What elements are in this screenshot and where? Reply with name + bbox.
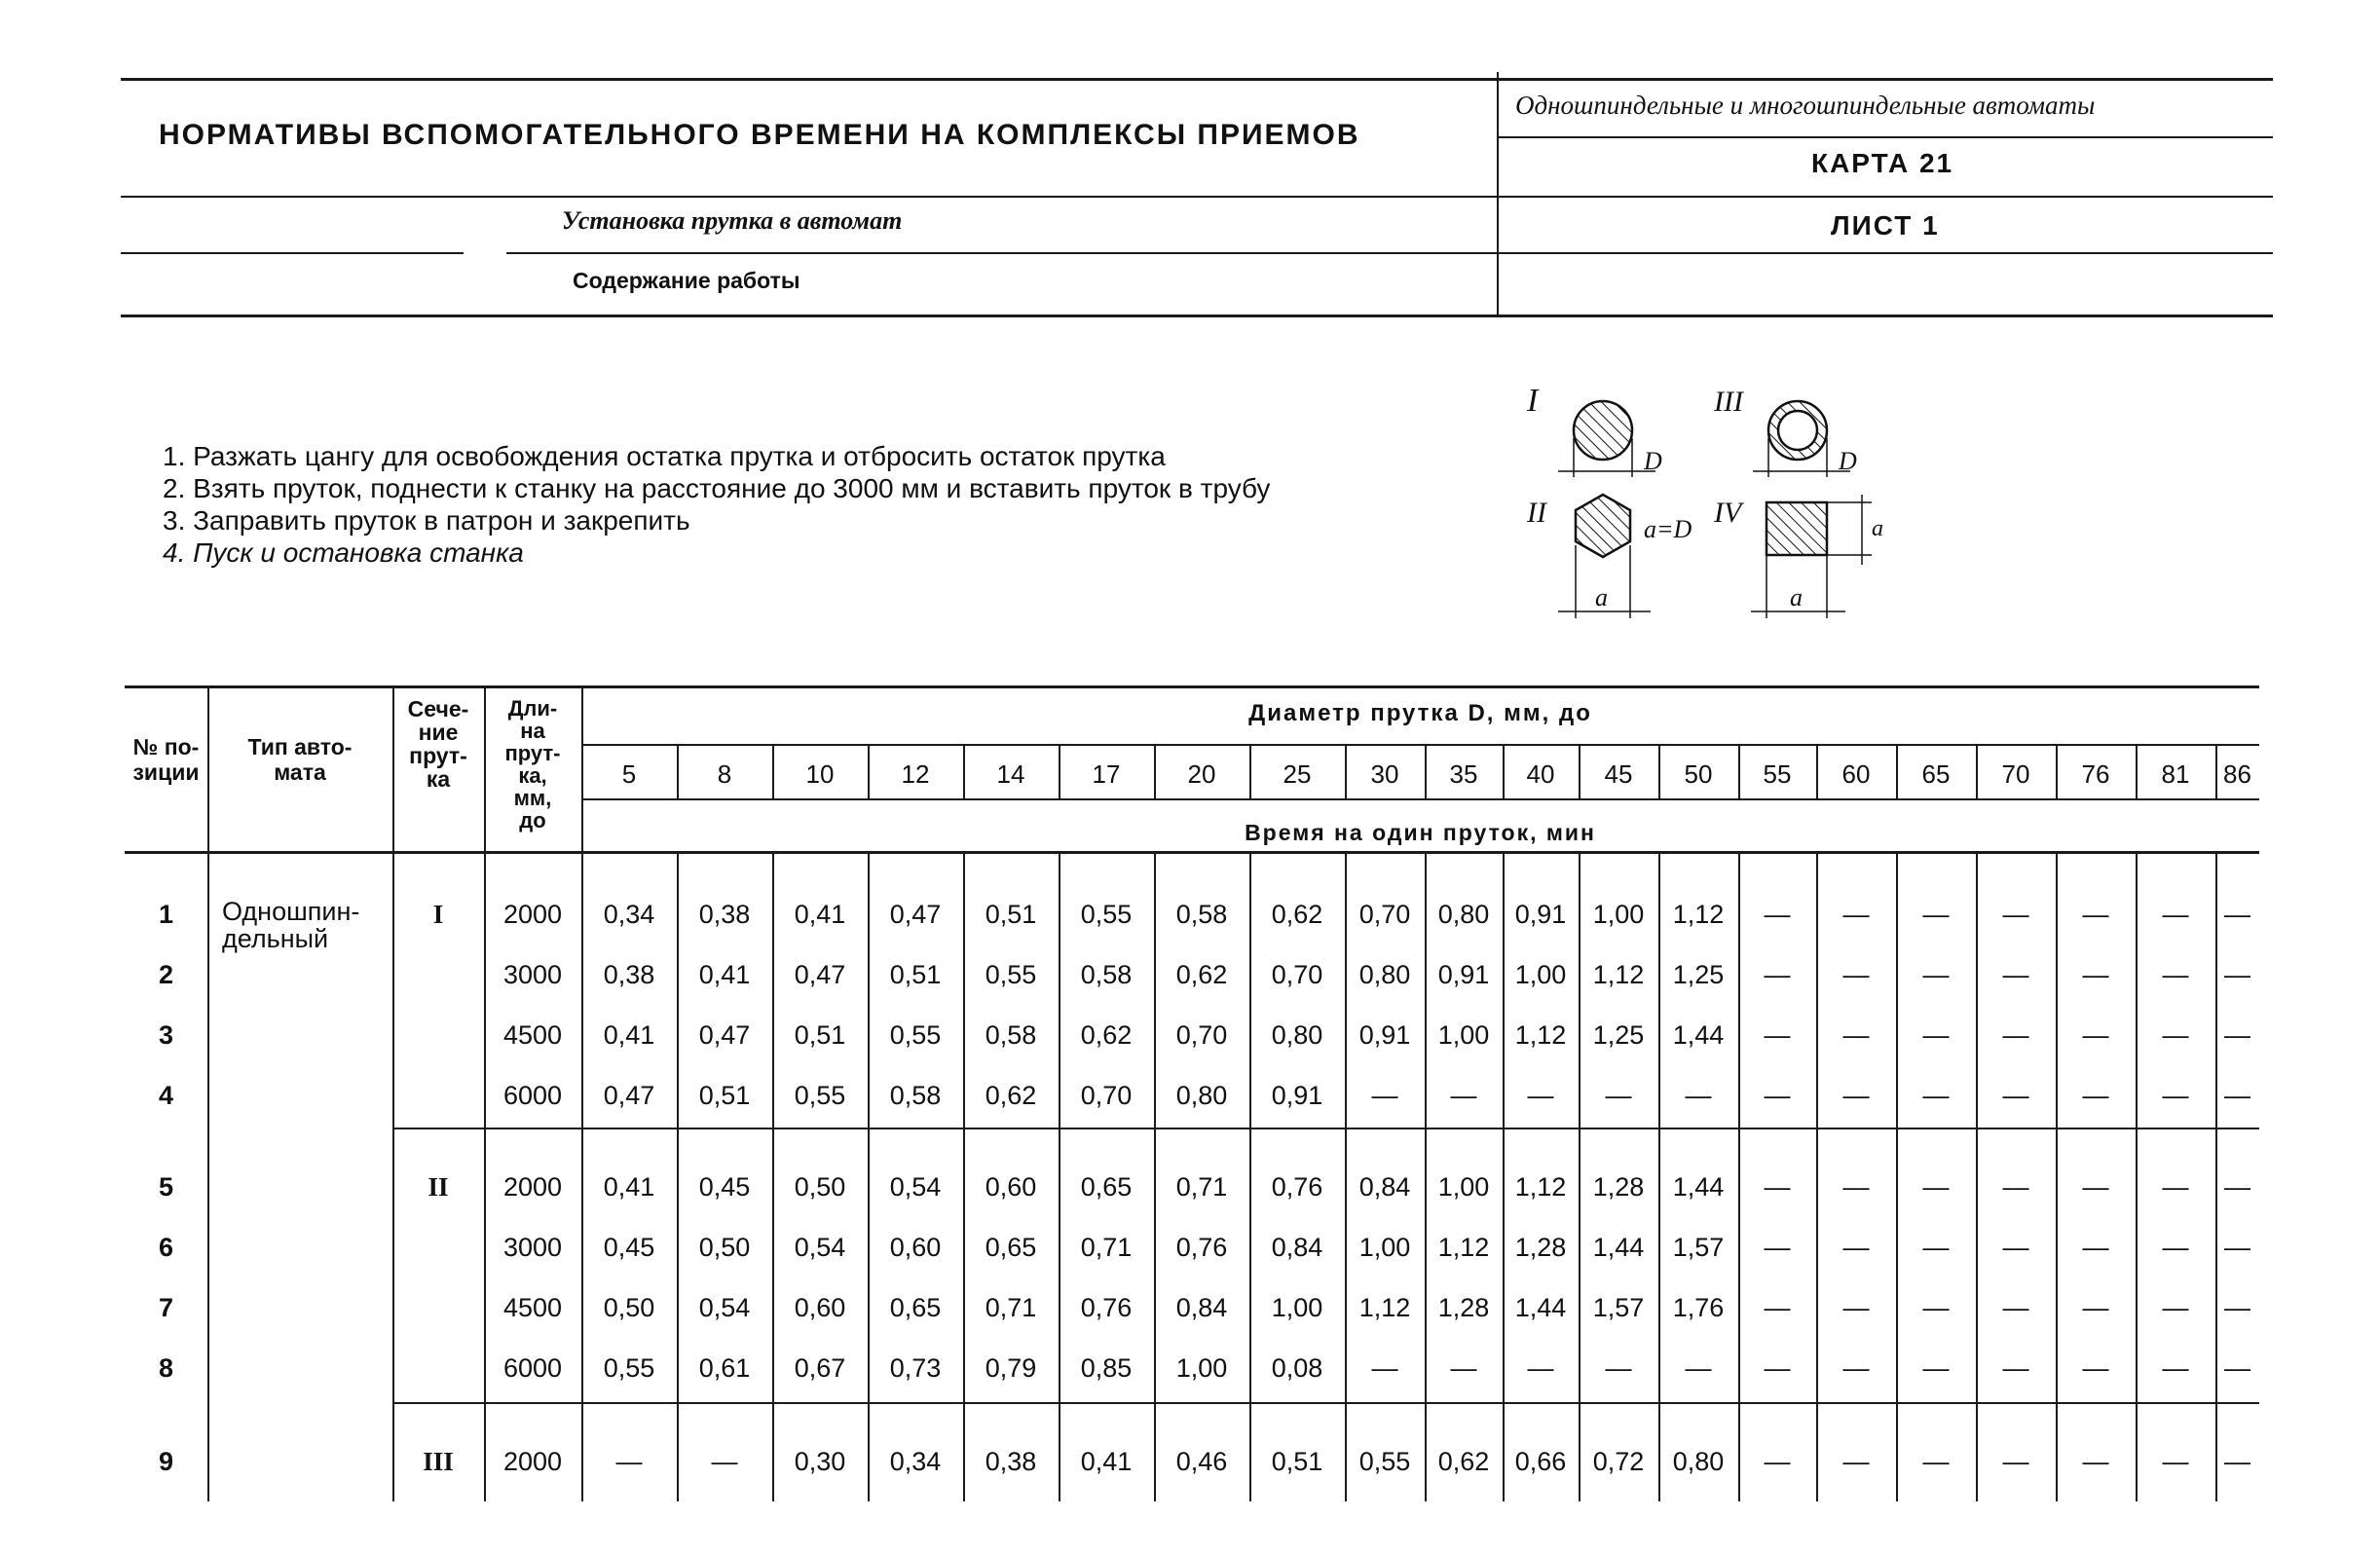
- table-cell: —: [1922, 1172, 1950, 1202]
- table-cell: 1,12: [1592, 960, 1645, 989]
- table-cell: 0,08: [1271, 1353, 1323, 1383]
- table-cell: —: [1527, 1081, 1554, 1110]
- diameter-45: 45: [1604, 759, 1633, 789]
- table-vline-1: [392, 685, 394, 1501]
- header-divider: [1497, 72, 1499, 317]
- table-cell: 0,84: [1175, 1293, 1228, 1322]
- table-cell: —: [1842, 960, 1870, 989]
- table-cell: 0,46: [1175, 1447, 1228, 1476]
- table-cell: —: [2162, 1172, 2189, 1202]
- table-cell: 0,61: [698, 1353, 751, 1383]
- time-header-rule: [581, 798, 2259, 800]
- step-3: 3. Заправить пруток в патрон и закрепить: [163, 505, 690, 536]
- label-hex: II: [1527, 497, 1546, 529]
- table-cell: —: [1371, 1081, 1398, 1110]
- label-a-eq-D: a=D: [1644, 515, 1692, 543]
- table-cell: 0,54: [794, 1233, 846, 1262]
- table-cell: —: [2082, 1081, 2109, 1110]
- table-cell: 0,47: [889, 900, 942, 929]
- diameter-10: 10: [805, 759, 835, 789]
- table-cell: 0,73: [889, 1353, 942, 1383]
- header-rule-3a: [121, 252, 464, 254]
- row-length: 4500: [502, 1293, 563, 1322]
- table-top-rule: [125, 685, 2259, 688]
- diameter-header: Диаметр прутка D, мм, до: [1248, 700, 1592, 726]
- header-rule-3b: [506, 252, 2273, 254]
- table-cell: 1,76: [1672, 1293, 1725, 1322]
- table-cell: 0,41: [794, 900, 846, 929]
- table-cell: 0,65: [1080, 1172, 1133, 1202]
- table-cell: 0,71: [1080, 1233, 1133, 1262]
- table-cell: 0,70: [1080, 1081, 1133, 1110]
- table-cell: 0,84: [1358, 1172, 1411, 1202]
- diameter-14: 14: [996, 759, 1025, 789]
- table-cell: 0,50: [794, 1172, 846, 1202]
- table-cell: 0,55: [1080, 900, 1133, 929]
- table-cell: —: [1842, 900, 1870, 929]
- row-length: 3000: [502, 1233, 563, 1262]
- table-cell: —: [1764, 1020, 1791, 1050]
- table-cell: —: [1450, 1353, 1477, 1383]
- label-tube: III: [1714, 386, 1743, 418]
- table-cell: —: [1922, 900, 1950, 929]
- table-cell: 0,84: [1271, 1233, 1323, 1262]
- table-cell: —: [2224, 1020, 2250, 1050]
- row-section: III: [423, 1447, 454, 1476]
- table-cell: 1,00: [1437, 1172, 1490, 1202]
- row-pos: 4: [158, 1081, 174, 1110]
- table-cell: 1,44: [1672, 1020, 1725, 1050]
- table-cell: —: [1922, 1081, 1950, 1110]
- row-length: 4500: [502, 1020, 563, 1050]
- table-cell: —: [2002, 900, 2029, 929]
- table-cell: 0,58: [889, 1081, 942, 1110]
- diameter-35: 35: [1449, 759, 1478, 789]
- table-cell: 1,28: [1592, 1172, 1645, 1202]
- table-cell: 0,55: [985, 960, 1037, 989]
- table-cell: 0,54: [698, 1293, 751, 1322]
- table-cell: —: [2082, 1233, 2109, 1262]
- table-cell: —: [1842, 1353, 1870, 1383]
- diameter-65: 65: [1921, 759, 1951, 789]
- table-cell: 0,72: [1592, 1447, 1645, 1476]
- table-cell: 1,00: [1271, 1293, 1323, 1322]
- table-cell: 1,00: [1437, 1020, 1490, 1050]
- label-a-1: a: [1595, 583, 1608, 611]
- col-length-header: Дли- на прут- ка, мм, до: [504, 696, 561, 832]
- table-cell: —: [2224, 1081, 2250, 1110]
- table-cell: 0,67: [794, 1353, 846, 1383]
- step-4: 4. Пуск и остановка станка: [163, 537, 524, 568]
- row-pos: 6: [158, 1233, 174, 1262]
- table-cell: 1,44: [1514, 1293, 1567, 1322]
- table-cell: 1,00: [1592, 900, 1645, 929]
- table-cell: 0,79: [985, 1353, 1037, 1383]
- table-cell: —: [1922, 1020, 1950, 1050]
- table-header-bottom-rule: [125, 851, 2259, 854]
- diameter-60: 60: [1841, 759, 1871, 789]
- table-cell: 0,60: [889, 1233, 942, 1262]
- table-cell: —: [1764, 1353, 1791, 1383]
- table-cell: 0,80: [1175, 1081, 1228, 1110]
- table-cell: 1,00: [1358, 1233, 1411, 1262]
- machine-type: Одношпиндельные и многошпиндельные автоматы: [1515, 91, 2096, 120]
- col-pos-header: № по- зиции: [132, 734, 200, 785]
- row-section: II: [428, 1172, 449, 1202]
- table-cell: 0,60: [985, 1172, 1037, 1202]
- table-cell: —: [1842, 1172, 1870, 1202]
- table-cell: 0,41: [603, 1020, 655, 1050]
- table-cell: 1,12: [1437, 1233, 1490, 1262]
- table-cell: 0,38: [698, 900, 751, 929]
- table-cell: 1,28: [1514, 1233, 1567, 1262]
- header-bottom-rule: [121, 314, 2273, 317]
- table-cell: —: [2162, 1447, 2189, 1476]
- section-III-rule: [392, 1402, 2259, 1404]
- table-cell: —: [2002, 960, 2029, 989]
- diameter-5: 5: [621, 759, 637, 789]
- table-cell: 0,38: [603, 960, 655, 989]
- square-section: [1766, 502, 1827, 555]
- table-cell: 1,25: [1672, 960, 1725, 989]
- table-cell: 0,91: [1358, 1020, 1411, 1050]
- table-cell: —: [2162, 960, 2189, 989]
- work-steps: [163, 440, 1270, 569]
- table-cell: 0,76: [1271, 1172, 1323, 1202]
- table-cell: —: [1764, 1233, 1791, 1262]
- label-a-2: a: [1790, 583, 1803, 611]
- hex-section: [1576, 495, 1630, 557]
- table-cell: —: [1764, 960, 1791, 989]
- table-cell: —: [1842, 1233, 1870, 1262]
- card-number: КАРТА 21: [1811, 148, 1954, 178]
- table-cell: 0,41: [1080, 1447, 1133, 1476]
- table-cell: 0,80: [1358, 960, 1411, 989]
- diameter-55: 55: [1763, 759, 1792, 789]
- table-cell: —: [2082, 1353, 2109, 1383]
- table-cell: 0,50: [603, 1293, 655, 1322]
- table-cell: 0,60: [794, 1293, 846, 1322]
- table-cell: —: [2224, 1233, 2250, 1262]
- step-1: 1. Разжать цангу для освобождения остатка прутка и отбросить остаток прутка: [163, 441, 1166, 471]
- diameter-8: 8: [717, 759, 732, 789]
- table-cell: —: [615, 1447, 643, 1476]
- table-cell: 0,41: [698, 960, 751, 989]
- label-square: IV: [1714, 497, 1742, 529]
- sheet-number: ЛИСТ 1: [1831, 210, 1940, 240]
- diameter-50: 50: [1684, 759, 1713, 789]
- table-cell: 0,71: [1175, 1172, 1228, 1202]
- table-cell: —: [2002, 1081, 2029, 1110]
- table-vline-0: [207, 685, 209, 1501]
- table-cell: 0,50: [698, 1233, 751, 1262]
- table-cell: 0,38: [985, 1447, 1037, 1476]
- table-cell: —: [1842, 1020, 1870, 1050]
- table-cell: —: [1922, 960, 1950, 989]
- table-cell: —: [2082, 1293, 2109, 1322]
- table-cell: 0,91: [1271, 1081, 1323, 1110]
- section-II-rule: [392, 1128, 2259, 1129]
- table-cell: 0,65: [889, 1293, 942, 1322]
- table-cell: 0,34: [889, 1447, 942, 1476]
- table-cell: 0,55: [794, 1081, 846, 1110]
- diameter-70: 70: [2001, 759, 2030, 789]
- table-cell: —: [1605, 1081, 1632, 1110]
- page-title: НОРМАТИВЫ ВСПОМОГАТЕЛЬНОГО ВРЕМЕНИ НА КОМПЛЕКСЫ ПРИЕМОВ: [159, 119, 1360, 151]
- table-cell: 0,70: [1271, 960, 1323, 989]
- table-cell: —: [1605, 1353, 1632, 1383]
- cross-section-diagram: [1519, 370, 1909, 623]
- table-cell: 0,80: [1672, 1447, 1725, 1476]
- table-cell: 1,12: [1514, 1020, 1567, 1050]
- table-cell: 0,62: [985, 1081, 1037, 1110]
- table-cell: 0,65: [985, 1233, 1037, 1262]
- work-content-label: Содержание работы: [573, 268, 800, 293]
- header-rule-2: [121, 196, 2273, 198]
- table-cell: 1,57: [1592, 1293, 1645, 1322]
- diameter-81: 81: [2161, 759, 2190, 789]
- table-cell: —: [2082, 1172, 2109, 1202]
- table-cell: 0,34: [603, 900, 655, 929]
- row-pos: 9: [158, 1447, 174, 1476]
- table-cell: —: [2224, 1172, 2250, 1202]
- diameter-20: 20: [1187, 759, 1216, 789]
- table-cell: 0,47: [698, 1020, 751, 1050]
- table-cell: —: [1527, 1353, 1554, 1383]
- table-cell: 1,00: [1175, 1353, 1228, 1383]
- row-length: 6000: [502, 1081, 563, 1110]
- table-cell: 0,58: [1080, 960, 1133, 989]
- table-cell: 0,54: [889, 1172, 942, 1202]
- table-cell: —: [2162, 1081, 2189, 1110]
- table-cell: 1,12: [1672, 900, 1725, 929]
- table-cell: —: [2224, 1447, 2250, 1476]
- table-cell: 1,00: [1514, 960, 1567, 989]
- diameter-30: 30: [1370, 759, 1399, 789]
- table-cell: 0,51: [698, 1081, 751, 1110]
- table-cell: 1,44: [1672, 1172, 1725, 1202]
- table-cell: —: [2224, 900, 2250, 929]
- table-cell: —: [1842, 1447, 1870, 1476]
- row-pos: 1: [158, 900, 174, 929]
- table-cell: —: [1842, 1081, 1870, 1110]
- table-cell: 0,30: [794, 1447, 846, 1476]
- row-section: I: [432, 900, 444, 929]
- table-cell: —: [1685, 1353, 1712, 1383]
- table-cell: 0,45: [698, 1172, 751, 1202]
- table-cell: —: [711, 1447, 738, 1476]
- table-cell: —: [1922, 1447, 1950, 1476]
- table-cell: 0,91: [1514, 900, 1567, 929]
- table-cell: 0,76: [1080, 1293, 1133, 1322]
- table-cell: —: [2002, 1172, 2029, 1202]
- col-section-header: Сече- ние прут- ка: [407, 696, 469, 792]
- table-cell: 1,57: [1672, 1233, 1725, 1262]
- header-rule-right-1: [1497, 136, 2273, 138]
- row-pos: 7: [158, 1293, 174, 1322]
- table-cell: —: [2002, 1353, 2029, 1383]
- table-cell: —: [1922, 1353, 1950, 1383]
- diameter-header-rule: [581, 744, 2259, 746]
- table-cell: —: [2162, 900, 2189, 929]
- table-cell: —: [2082, 1447, 2109, 1476]
- time-header: Время на один пруток, мин: [1245, 820, 1596, 845]
- table-cell: —: [2002, 1447, 2029, 1476]
- step-2: 2. Взять пруток, поднести к станку на расстояние до 3000 мм и вставить пруток в трубу: [163, 473, 1271, 503]
- table-cell: 0,62: [1437, 1447, 1490, 1476]
- table-cell: —: [1764, 1172, 1791, 1202]
- table-cell: 0,66: [1514, 1447, 1567, 1476]
- table-cell: 0,58: [1175, 900, 1228, 929]
- diameter-12: 12: [901, 759, 930, 789]
- table-cell: 0,51: [889, 960, 942, 989]
- diameter-25: 25: [1283, 759, 1312, 789]
- header-top-rule: [121, 78, 2273, 81]
- table-cell: 1,12: [1514, 1172, 1567, 1202]
- table-cell: 0,70: [1358, 900, 1411, 929]
- table-cell: 0,62: [1271, 900, 1323, 929]
- table-cell: 0,85: [1080, 1353, 1133, 1383]
- table-cell: 0,55: [889, 1020, 942, 1050]
- table-cell: 0,80: [1437, 900, 1490, 929]
- col-type-header: Тип авто- мата: [247, 734, 353, 785]
- table-cell: —: [1371, 1353, 1398, 1383]
- diameter-17: 17: [1092, 759, 1121, 789]
- label-D-2: D: [1839, 447, 1857, 475]
- row-length: 2000: [502, 1447, 563, 1476]
- row-pos: 8: [158, 1353, 174, 1383]
- table-cell: 0,51: [1271, 1447, 1323, 1476]
- table-cell: —: [2082, 900, 2109, 929]
- table-cell: —: [2224, 960, 2250, 989]
- table-cell: —: [2002, 1020, 2029, 1050]
- table-cell: 0,55: [1358, 1447, 1411, 1476]
- table-cell: —: [2162, 1353, 2189, 1383]
- table-cell: —: [2002, 1293, 2029, 1322]
- table-cell: 0,91: [1437, 960, 1490, 989]
- table-cell: —: [1685, 1081, 1712, 1110]
- table-cell: —: [1764, 900, 1791, 929]
- table-cell: —: [2082, 960, 2109, 989]
- table-cell: —: [1842, 1293, 1870, 1322]
- table-cell: 0,41: [603, 1172, 655, 1202]
- round-section: [1574, 401, 1632, 460]
- table-cell: —: [2162, 1293, 2189, 1322]
- table-cell: —: [1450, 1081, 1477, 1110]
- label-round: I: [1527, 383, 1539, 419]
- table-cell: 1,25: [1592, 1020, 1645, 1050]
- table-cell: 0,76: [1175, 1233, 1228, 1262]
- row-pos: 2: [158, 960, 174, 989]
- diameter-40: 40: [1526, 759, 1555, 789]
- label-a-3: a: [1872, 516, 1883, 541]
- row-length: 3000: [502, 960, 563, 989]
- table-cell: 0,51: [794, 1020, 846, 1050]
- row-length: 6000: [502, 1353, 563, 1383]
- table-cell: 1,28: [1437, 1293, 1490, 1322]
- table-cell: —: [1764, 1081, 1791, 1110]
- table-cell: 0,58: [985, 1020, 1037, 1050]
- table-cell: 1,12: [1358, 1293, 1411, 1322]
- table-cell: —: [2162, 1020, 2189, 1050]
- table-cell: 1,44: [1592, 1233, 1645, 1262]
- table-cell: —: [1922, 1293, 1950, 1322]
- table-cell: 0,80: [1271, 1020, 1323, 1050]
- table-cell: —: [1922, 1233, 1950, 1262]
- table-cell: 0,47: [603, 1081, 655, 1110]
- table-cell: —: [2224, 1353, 2250, 1383]
- operation-title: Установка прутка в автомат: [562, 206, 903, 235]
- table-cell: 0,45: [603, 1233, 655, 1262]
- row-pos: 3: [158, 1020, 174, 1050]
- diameter-86: 86: [2223, 759, 2251, 789]
- table-cell: —: [2002, 1233, 2029, 1262]
- table-cell: 0,71: [985, 1293, 1037, 1322]
- table-cell: —: [1764, 1447, 1791, 1476]
- table-cell: —: [2224, 1293, 2250, 1322]
- row-length: 2000: [502, 900, 563, 929]
- label-D-1: D: [1644, 447, 1662, 475]
- row-length: 2000: [502, 1172, 563, 1202]
- table-cell: 0,62: [1175, 960, 1228, 989]
- table-cell: 0,51: [985, 900, 1037, 929]
- diameter-76: 76: [2081, 759, 2110, 789]
- table-cell: —: [2162, 1233, 2189, 1262]
- table-cell: —: [2082, 1020, 2109, 1050]
- table-cell: 0,70: [1175, 1020, 1228, 1050]
- table-cell: —: [1764, 1293, 1791, 1322]
- row-pos: 5: [158, 1172, 174, 1202]
- table-cell: 0,47: [794, 960, 846, 989]
- table-cell: 0,62: [1080, 1020, 1133, 1050]
- table-cell: 0,55: [603, 1353, 655, 1383]
- row-machine-type: Одношпин- дельный: [222, 897, 360, 953]
